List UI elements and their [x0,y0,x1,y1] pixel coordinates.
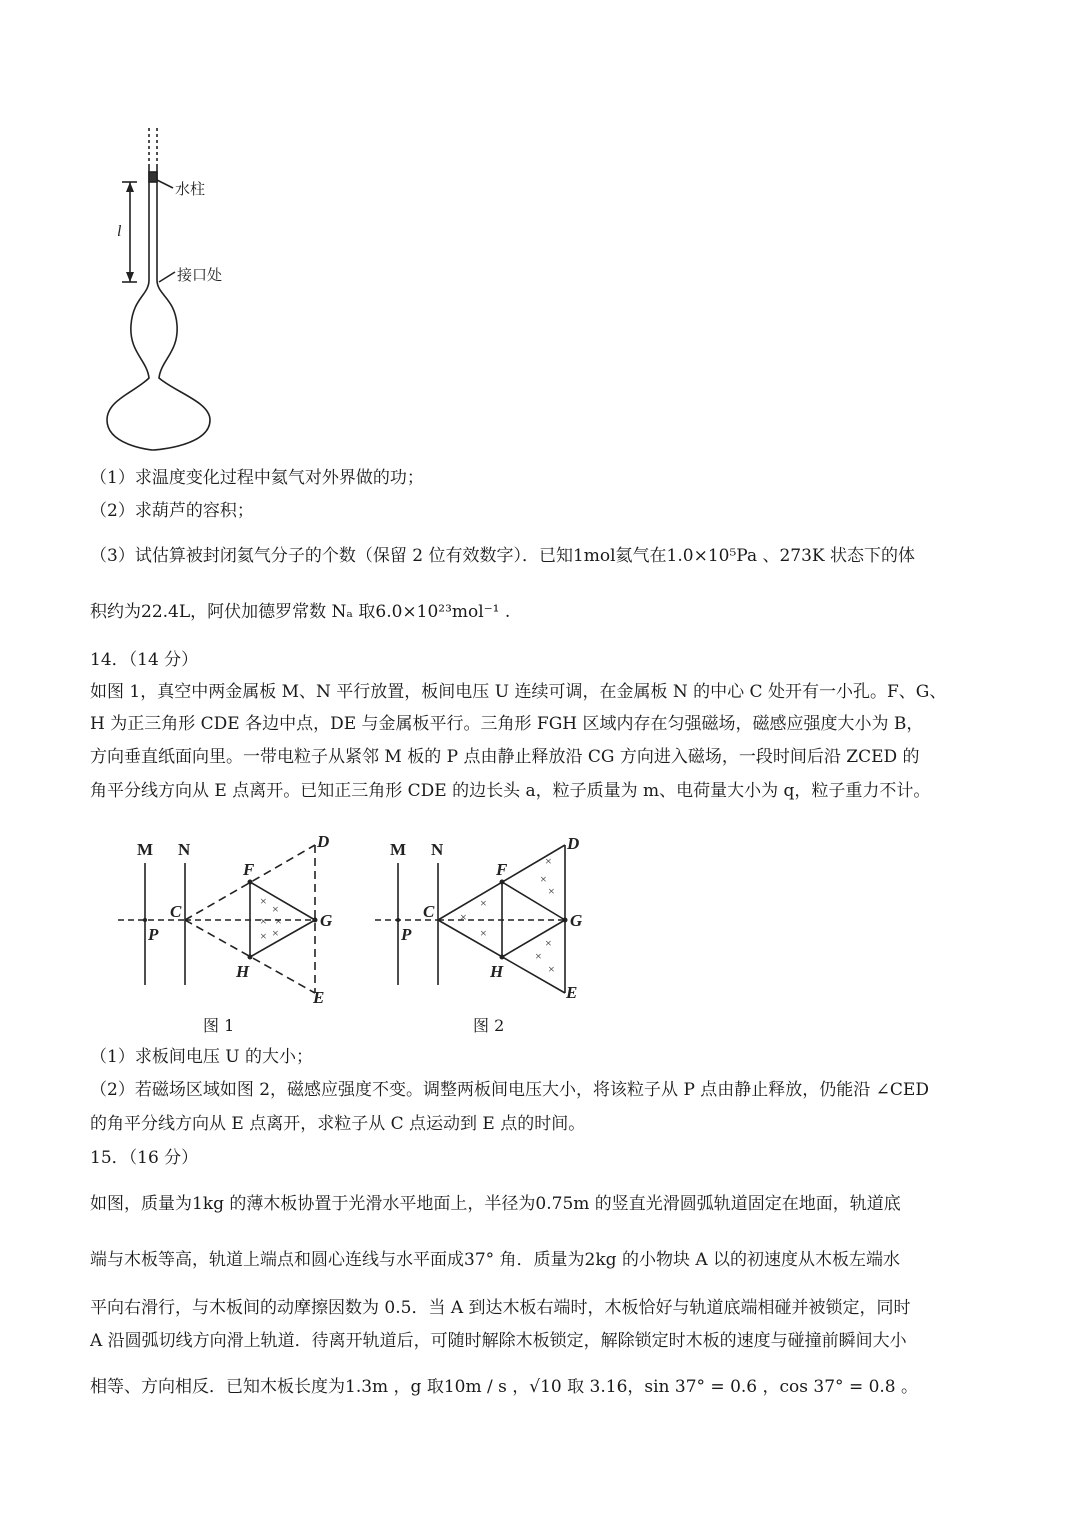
svg-text:×: × [260,914,267,928]
q14-header: 14．（14 分） [90,650,199,670]
svg-text:×: × [272,926,279,940]
q15-header: 15．（16 分） [90,1148,199,1168]
q14-body-line1: 如图 1，真空中两金属板 M、N 平行放置，板间电压 U 连续可调，在金属板 N 的中心 C 处开有一小孔。F、G、 [90,682,947,702]
fig2-label-H: H [490,962,504,981]
fig1-label-D: D [317,832,330,851]
length-label: l [117,223,122,240]
gourd-figure [95,120,295,460]
fig1-label-C: C [170,902,182,921]
fig1-label-H: H [236,962,250,981]
fig1-label-F: F [243,860,255,879]
svg-text:×: × [540,872,547,886]
fig2-label-C: C [423,902,435,921]
svg-text:×: × [480,926,487,940]
q15-line3: 平向右滑行，与木板间的动摩擦因数为 0.5．当 A 到达木板右端时，木板恰好与轨道底端相碰并被锁定，同时 [90,1298,911,1318]
fig2-label-G: G [570,911,583,930]
svg-text:×: × [260,894,267,908]
svg-text:×: × [480,896,487,910]
fig1-caption: 图 1 [203,1016,235,1035]
fig2-label-E: E [566,983,578,1002]
q14-body-line4: 角平分线方向从 E 点离开。已知正三角形 CDE 的边长头 a，粒子质量为 m、电荷量大小为 q，粒子重力不计。 [90,781,931,801]
figure-2 [370,825,610,1015]
q13-part3-line2: 积约为22.4L，阿伏加德罗常数 Nₐ 取6.0×10²³mol⁻¹ . [90,602,511,622]
q15-line2: 端与木板等高，轨道上端点和圆心连线与水平面成37° 角．质量为2kg 的小物块 A 以的初速度从木板左端水 [90,1250,901,1270]
svg-text:×: × [548,884,555,898]
fig2-label-N: N [431,840,444,859]
svg-text:×: × [548,962,555,976]
fig1-label-N: N [178,840,191,859]
fig1-label-M: M [137,840,154,859]
fig2-caption: 图 2 [473,1016,505,1035]
svg-text:×: × [260,929,267,943]
q14-part2-line2: 的角平分线方向从 E 点离开，求粒子从 C 点运动到 E 点的时间。 [90,1114,586,1134]
svg-text:×: × [535,949,542,963]
svg-text:×: × [272,902,279,916]
fig1-label-E: E [313,988,325,1007]
q14-body-line3: 方向垂直纸面向里。一带电粒子从紧邻 M 板的 P 点由静止释放沿 CG 方向进入磁场，一段时间后沿 ZCED 的 [90,747,920,767]
water-column-label: 水柱 [175,182,206,198]
joint-label: 接口处 [177,268,223,284]
fig2-label-M: M [390,840,407,859]
q15-line5: 相等、方向相反．已知木板长度为1.3m ，g 取10m / s ，√10 取 3.16，sin 37° = 0.6 ，cos 37° = 0.8 。 [90,1377,919,1397]
fig2-label-D: D [567,834,580,853]
q14-body-line2: H 为正三角形 CDE 各边中点，DE 与金属板平行。三角形 FGH 区域内存在匀强磁场，磁感应强度大小为 B， [90,714,924,734]
svg-text:×: × [460,910,467,924]
q13-part1: （1）求温度变化过程中氦气对外界做的功； [90,468,424,488]
fig2-label-P: P [401,925,412,944]
fig2-label-F: F [496,860,508,879]
q14-part1: （1）求板间电压 U 的大小； [90,1047,313,1067]
fig1-label-P: P [148,925,159,944]
figure-1 [110,825,350,1015]
svg-text:×: × [545,936,552,950]
fig1-label-G: G [320,911,333,930]
svg-text:×: × [545,854,552,868]
q15-line4: A 沿圆弧切线方向滑上轨道．待离开轨道后，可随时解除木板锁定，解除锁定时木板的速度与碰撞前瞬间大小 [90,1331,907,1351]
q13-part3-line1: （3）试估算被封闭氦气分子的个数（保留 2 位有效数字）．已知1mol氦气在1.0×10⁵Pa 、273K 状态下的体 [90,546,916,566]
svg-text:×: × [275,914,282,928]
q14-part2-line1: （2）若磁场区域如图 2，磁感应强度不变。调整两板间电压大小，将该粒子从 P 点由静止释放，仍能沿 ∠CED [90,1080,929,1100]
q15-line1: 如图，质量为1kg 的薄木板协置于光滑水平地面上，半径为0.75m 的竖直光滑圆弧轨道固定在地面，轨道底 [90,1194,901,1214]
q13-part2: （2）求葫芦的容积； [90,501,254,521]
